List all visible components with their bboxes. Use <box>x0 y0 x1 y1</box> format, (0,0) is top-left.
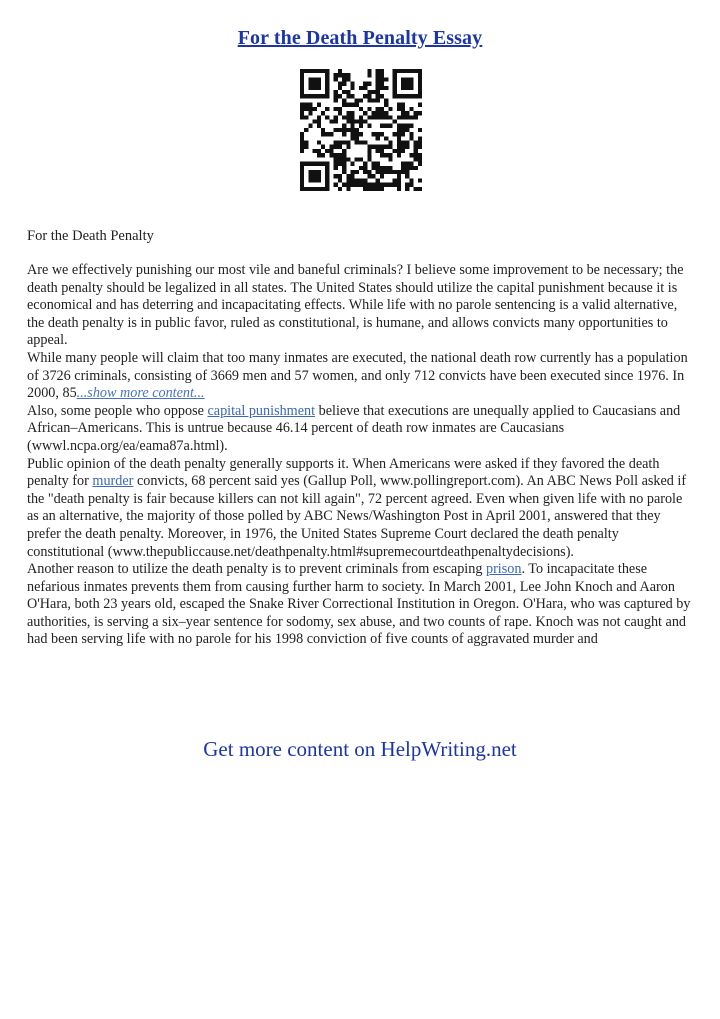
paragraph-5-text-b: . To incapacitate these nefarious inmates prevents them from causing further harm to society. In March 2001, Lee John Knoch and Aaron O'Hara, both 23 years old, escaped the Snake River Correctional Institution in Oregon. O'Hara, who was captured by authorities, is serving a six–year sentence for sodomy, sex abuse, and two counts of rape. Knoch was not caught and had been serving life with no parole for his 1998 conviction of five counts of aggravated murder and <box>27 561 691 648</box>
paragraph-1: Are we effectively punishing our most vile and baneful criminals? I believe some improvement to be necessary; the death penalty should be legalized in all states. The United States should utilize the capital punishment because it is economical and has deterring and incapacitating effects. While life with no parole sentencing is a valid alternative, the death penalty is in public favor, ruled as constitutional, is humane, and allows convicts many opportunities to appeal. <box>27 262 684 349</box>
essay-body <box>27 262 695 649</box>
murder-link[interactable]: murder <box>92 473 134 490</box>
paragraph-4 <box>27 456 695 562</box>
paragraph-3-text-a: Also, some people who oppose <box>27 402 208 419</box>
paragraph-4-text-b: convicts, 68 percent said yes (Gallup Poll, www.pollingreport.com). An ABC News Poll asked if the "death penalty is fair because killers can not kill again", 72 percent agreed. Even when given life with no parole as an alternative, the majority of those polled by ABC News/Washington Post in April 2001, answered that they prefer the death penalty. Moreover, in 1976, the United States Supreme Court declared the death penalty constitutional (www.thepubliccause.net/deathpenalty.html#supremecourtdeathpenaltydecisions). <box>27 473 687 560</box>
paragraph-2 <box>27 350 695 403</box>
show-more-link[interactable]: ...show more content... <box>76 385 205 402</box>
get-more-content-link[interactable]: Get more content on HelpWriting.net <box>203 737 517 761</box>
essay-heading: For the Death Penalty <box>27 228 154 244</box>
paragraph-3 <box>27 403 695 456</box>
paragraph-5-text-a: Another reason to utilize the death penalty is to prevent criminals from escaping <box>27 561 486 578</box>
paragraph-2-text: While many people will claim that too many inmates are executed, the national death row currently has a population of 3726 criminals, consisting of 3669 men and 57 women, and only 712 convicts have been executed since 1976. In 2000, 85 <box>27 349 688 402</box>
paragraph-4-text-a: Public opinion of the death penalty generally supports it. When Americans were asked if they favored the death penalty for <box>27 455 660 490</box>
prison-link[interactable]: prison <box>485 561 522 578</box>
qr-code-icon <box>300 69 422 191</box>
paragraph-3-text-b: believe that executions are unequally applied to Caucasians and African–Americans. This is untrue because 46.14 percent of death row inmates are Caucasians (wwwl.ncpa.org/ea/eama87a.html). <box>27 402 681 454</box>
document-title[interactable]: For the Death Penalty Essay <box>237 27 483 49</box>
paragraph-5 <box>27 561 695 649</box>
capital-punishment-link[interactable]: capital punishment <box>207 402 316 419</box>
